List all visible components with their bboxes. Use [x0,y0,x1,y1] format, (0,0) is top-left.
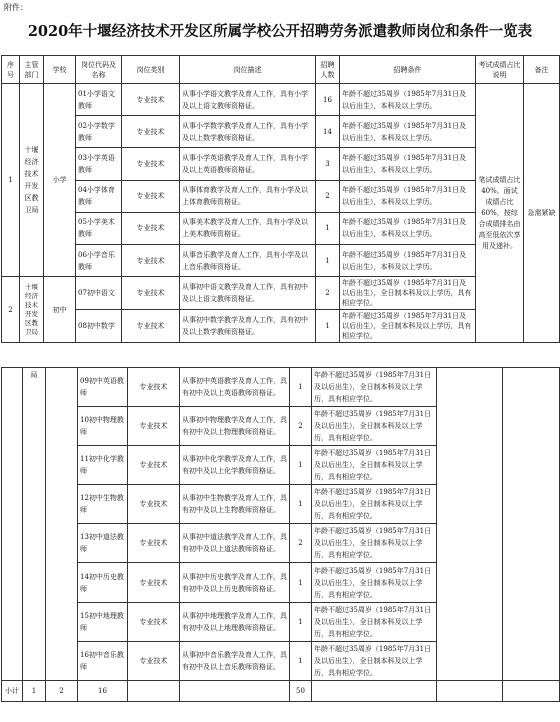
position-cond: 年龄不超过35周岁（1985年7月31日及以后出生），全日制本科及以上学历，具有相应学位。 [312,602,437,641]
position-count: 1 [290,641,312,680]
empty-cell [180,680,290,701]
position-desc: 从事体育教学及育人工作，具有小学及以上体育教师资格证。 [180,180,316,212]
position-code: 04小学体育教师 [76,180,122,212]
position-category: 专业技术 [128,641,180,680]
position-category: 专业技术 [128,407,180,446]
position-count: 2 [290,407,312,446]
position-category: 专业技术 [128,485,180,524]
exam-note: 笔试成绩占比40%，面试成绩占比60%，按综合成绩排名由高至低依次享用及递补。 [476,84,524,343]
position-code: 05小学美术教师 [76,212,122,244]
position-code: 16初中音乐教师 [78,641,128,680]
position-desc: 从事初中道法教学及育人工作，具有初中及以上道法教师资格证。 [180,524,290,563]
position-desc: 从事小学数学教学及育人工作，具有小学及以上数学教师资格证。 [180,116,316,148]
position-desc: 从事初中音乐教学及育人工作，具有初中及以上音乐教师资格证。 [180,641,290,680]
position-category: 专业技术 [122,277,180,310]
header-cond: 招聘条件 [340,56,476,84]
header-code: 岗位代码及名称 [76,56,122,84]
position-code: 13初中道法教师 [78,524,128,563]
position-category: 专业技术 [122,310,180,343]
positions-table-page1 [1,55,560,343]
header-row [2,56,560,84]
subtotal-count: 50 [290,680,312,701]
position-category: 专业技术 [128,524,180,563]
subtotal-label: 小计 [2,680,23,701]
position-cond: 年龄不超过35周岁（1985年7月31日及以后出生），全日制本科及以上学历，具有相应学位。 [312,485,437,524]
remark: 急需紧缺 [524,84,560,343]
position-desc: 从事初中历史教学及育人工作，具有初中及以上历史教师资格证。 [180,563,290,602]
position-desc: 从事初中化学教学及育人工作，具有初中及以上化学教师资格证。 [180,446,290,485]
position-count: 1 [316,244,340,276]
table-row [2,84,560,116]
position-count: 1 [290,602,312,641]
position-code: 11初中化学教师 [78,446,128,485]
group-school: 初中 [44,277,76,343]
header-desc: 岗位描述 [180,56,316,84]
position-desc: 从事初中物理教学及育人工作，具有初中及以上物理教师资格证。 [180,407,290,446]
position-count: 2 [316,277,340,310]
position-cond: 年龄不超过35周岁（1985年7月31日及以后出生），本科及以上学历。 [340,180,476,212]
position-cond: 年龄不超过35周岁（1985年7月31日及以后出生），全日制本科及以上学历，具有相应学位。 [312,446,437,485]
position-count: 16 [316,84,340,116]
position-cond: 年龄不超过35周岁（1985年7月31日及以后出生），全日制本科及以上学历，具有相应学位。 [312,368,437,407]
position-category: 专业技术 [128,446,180,485]
subtotal-positions: 16 [78,680,128,701]
position-code: 07初中语文 [76,277,122,310]
position-count: 1 [290,446,312,485]
position-category: 专业技术 [128,368,180,407]
position-code: 12初中生物教师 [78,485,128,524]
empty-cell [312,680,437,701]
header-note: 备注 [524,56,560,84]
position-code: 10初中物理教师 [78,407,128,446]
position-cond: 年龄不超过35周岁（1985年7月31日及以后出生），全日制本科及以上学历，具有相应学位。 [312,563,437,602]
position-desc: 从事初中英语教学及育人工作，具有初中及以上英语教师资格证。 [180,368,290,407]
subtotal-seq: 1 [23,680,46,701]
position-desc: 从事初中数学教学及育人工作，具有初中及以上数学教师资格证。 [180,310,316,343]
position-desc: 从事音乐教学及育人工作，具有小学及以上音乐教师资格证。 [180,244,316,276]
attachment-label: 附件： [4,3,28,12]
positions-table-page2 [1,367,560,702]
position-cond: 年龄不超过35周岁（1985年7月31日及以后出生），本科及以上学历。 [340,244,476,276]
header-dept: 主管部门 [20,56,44,84]
exam-note-cont [437,368,503,681]
header-count: 招聘人数 [316,56,340,84]
position-count: 1 [290,563,312,602]
table-row [2,368,560,407]
page-title: 2020年十堰经济技术开发区所属学校公开招聘劳务派遣教师岗位和条件一览表 [27,23,533,40]
position-cond: 年龄不超过35周岁（1985年7月31日及以后出生），全日制本科及以上学历，具有相应学位。 [340,277,476,310]
position-count: 3 [316,148,340,180]
group-dept: 十堰经济技术开发区教卫局 [20,84,44,277]
position-category: 专业技术 [122,212,180,244]
position-cond: 年龄不超过35周岁（1985年7月31日及以后出生），本科及以上学历。 [340,148,476,180]
position-count: 1 [290,485,312,524]
group-school-cont [46,368,78,681]
group-seq: 2 [2,277,20,343]
position-desc: 从事初中生物教学及育人工作，具有初中及以上生物教师资格证。 [180,485,290,524]
position-desc: 从事初中地理教学及育人工作，具有初中及以上地理教师资格证。 [180,602,290,641]
position-category: 专业技术 [128,563,180,602]
empty-cell [503,680,560,701]
subtotal-school: 2 [46,680,78,701]
position-category: 专业技术 [122,116,180,148]
position-category: 专业技术 [122,244,180,276]
empty-cell [128,680,180,701]
position-code: 08初中数学 [76,310,122,343]
remark-cont [503,368,560,681]
position-category: 专业技术 [122,180,180,212]
position-cond: 年龄不超过35周岁（1985年7月31日及以后出生），全日制本科及以上学历，具有相应学位。 [312,641,437,680]
position-cond: 年龄不超过35周岁（1985年7月31日及以后出生），本科及以上学历。 [340,116,476,148]
position-count: 2 [290,524,312,563]
position-code: 03小学英语教师 [76,148,122,180]
header-category: 岗位类别 [122,56,180,84]
position-count: 1 [290,368,312,407]
position-category: 专业技术 [122,84,180,116]
group-dept: 十堰经济技术开发区教卫局 [20,277,44,343]
position-code: 14初中历史教师 [78,563,128,602]
position-category: 专业技术 [128,602,180,641]
empty-cell [437,680,503,701]
position-code: 01小学语文教师 [76,84,122,116]
position-category: 专业技术 [122,148,180,180]
group-dept-tail: 局 [23,368,46,681]
header-school: 学校 [44,56,76,84]
position-desc: 从事美术教学及育人工作，具有小学及以上美术教师资格证。 [180,212,316,244]
position-count: 2 [316,180,340,212]
position-cond: 年龄不超过35周岁（1985年7月31日及以后出生），全日制本科及以上学历，具有相应学位。 [312,407,437,446]
position-count: 1 [316,310,340,343]
position-code: 09初中英语教师 [78,368,128,407]
group-seq-cont [2,368,23,681]
position-cond: 年龄不超过35周岁（1985年7月31日及以后出生），本科及以上学历。 [340,212,476,244]
position-desc: 从事小学语文教学及育人工作，具有小学及以上语文教师资格证。 [180,84,316,116]
position-code: 15初中地理教师 [78,602,128,641]
position-code: 02小学数学教师 [76,116,122,148]
position-desc: 从事小学英语教学及育人工作，具有小学及以上英语教师资格证。 [180,148,316,180]
position-cond: 年龄不超过35周岁（1985年7月31日及以后出生），本科及以上学历。 [340,84,476,116]
header-seq: 序号 [2,56,20,84]
group-seq: 1 [2,84,20,277]
position-desc: 从事初中语文教学及育人工作，具有初中及以上语文教师资格证。 [180,277,316,310]
position-code: 06小学音乐教师 [76,244,122,276]
header-exam: 考试成绩占比说明 [476,56,524,84]
group-school: 小学 [44,84,76,277]
position-count: 14 [316,116,340,148]
position-cond: 年龄不超过35周岁（1985年7月31日及以后出生），全日制本科及以上学历，具有相应学位。 [340,310,476,343]
position-cond: 年龄不超过35周岁（1985年7月31日及以后出生），全日制本科及以上学历，具有相应学位。 [312,524,437,563]
subtotal-row [2,680,560,701]
position-count: 1 [316,212,340,244]
